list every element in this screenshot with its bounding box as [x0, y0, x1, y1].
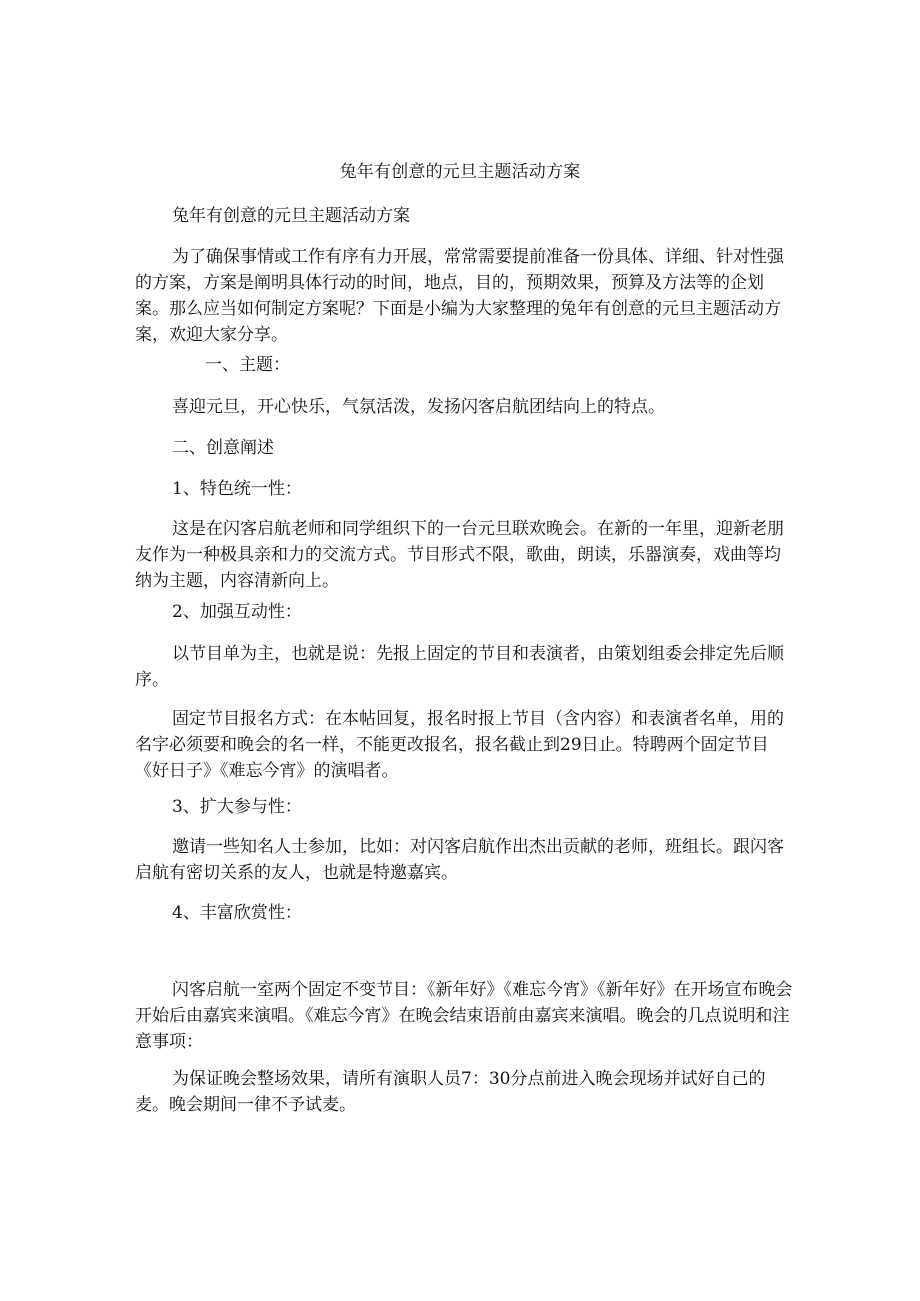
- section-1-body: 喜迎元旦，开心快乐，气氛活泼，发扬闪客启航团结向上的特点。: [172, 397, 665, 417]
- section-2-heading: 二、创意阐述: [172, 438, 274, 458]
- document-title: 兔年有创意的元旦主题活动方案: [339, 162, 581, 182]
- intro-paragraph: 为了确保事情或工作有序有力开展，常常需要提前准备一份具体、详细、针对性强的方案，方案是阐明具体行动的时间，地点，目的，预期效果，预算及方法等的企划案。那么应当如何制定方案呢？下面是小编为大家整理的兔年有创意的元旦主题活动方案，欢迎大家分享。: [135, 247, 784, 345]
- item-2-body-2: 固定节目报名方式：在本帖回复，报名时报上节目（含内容）和表演者名单，用的名字必须要和晚会的名一样，不能更改报名，报名截止到29日止。特聘两个固定节目《好日子》《难忘今宵》的演唱者。: [135, 709, 784, 781]
- item-2-heading: 2、加强互动性：: [172, 602, 302, 622]
- section-1-heading: 一、主题：: [205, 355, 290, 375]
- document-subtitle: 兔年有创意的元旦主题活动方案: [172, 206, 410, 226]
- item-1-body: 这是在闪客启航老师和同学组织下的一台元旦联欢晚会。在新的一年里，迎新老朋友作为一种极具亲和力的交流方式。节目形式不限，歌曲，朗读，乐器演奏，戏曲等均纳为主题，内容清新向上。: [135, 519, 784, 591]
- item-4-body: 闪客启航一室两个固定不变节目：《新年好》《难忘今宵》《新年好》在开场宣布晚会开始后由嘉宾来演唱。《难忘今宵》在晚会结束语前由嘉宾来演唱。晚会的几点说明和注意事项：: [135, 980, 793, 1052]
- item-2-body: 以节目单为主，也就是说：先报上固定的节目和表演者，由策划组委会排定先后顺序。: [135, 644, 784, 690]
- item-4-heading: 4、丰富欣赏性：: [172, 903, 302, 923]
- item-3-body: 邀请一些知名人士参加，比如：对闪客启航作出杰出贡献的老师，班组长。跟闪客启航有密切关系的友人，也就是特邀嘉宾。: [135, 837, 784, 883]
- item-4-body-2: 为保证晚会整场效果，请所有演职人员7：30分点前进入晚会现场并试好自己的麦。晚会期间一律不予试麦。: [135, 1069, 766, 1115]
- item-3-heading: 3、扩大参与性：: [172, 797, 302, 817]
- item-1-heading: 1、特色统一性：: [172, 479, 302, 499]
